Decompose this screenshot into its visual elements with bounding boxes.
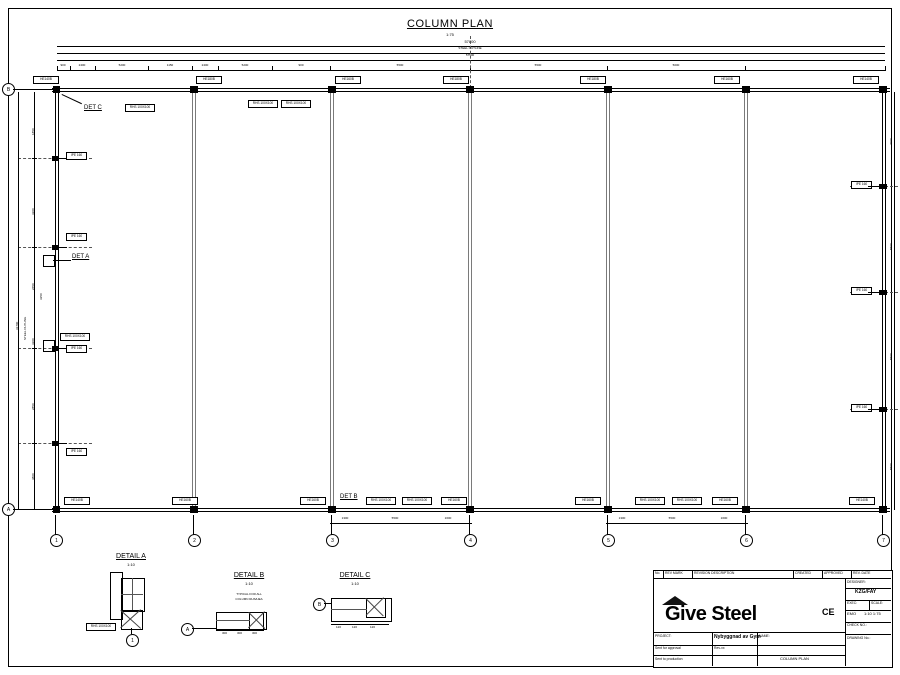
- left-dim-note: STEEL OUTLINE: [23, 316, 27, 340]
- grid-bubble-1[interactable]: 1: [50, 534, 63, 547]
- tag-top-7: HE140B: [853, 76, 879, 84]
- drawing-no-label: DRAWING No.:: [847, 636, 871, 640]
- right-chain-3: 5500: [889, 463, 893, 470]
- column-b1: [53, 86, 60, 93]
- top-dim-overall: 57800: [464, 39, 476, 44]
- rev-header-no: No.: [655, 571, 661, 575]
- brace-tag-top-2: RHS 100X100: [248, 100, 278, 108]
- rev-header-mark: REV MARK: [665, 571, 683, 575]
- bottom-chain-5: 1600: [720, 516, 728, 520]
- grid-bubble-4[interactable]: 4: [464, 534, 477, 547]
- detail-b-scale: 1:10: [245, 581, 253, 586]
- tag-top-6: HE160B: [714, 76, 740, 84]
- sheet-border-right: [891, 8, 892, 666]
- left-chain-2: 2650: [31, 283, 35, 290]
- brace-tag-bottom-1: RHS 100X100: [366, 497, 396, 505]
- right-conn-1: [868, 186, 882, 187]
- column-a2: [190, 506, 198, 513]
- rev-header-date: REV. DATE: [853, 571, 871, 575]
- bottom-chain-1: 5500: [391, 516, 399, 520]
- detail-b-note-l1: TYPICAL FOR ALL: [236, 592, 262, 596]
- sheet-border-left: [8, 8, 9, 666]
- ce-mark: CE: [822, 607, 835, 617]
- left-chain-3: 3250: [39, 293, 43, 300]
- brace-tag-left: RHS 100X100: [60, 333, 90, 341]
- detail-b-dim-0: 300: [222, 631, 228, 635]
- left-chain-0: 1850: [31, 128, 35, 135]
- grid-bubble-5[interactable]: 5: [602, 534, 615, 547]
- rev-header-approved: APPROVED: [824, 571, 843, 575]
- company-logo-text: Give Steel: [665, 603, 757, 625]
- bottom-chain-2: 1600: [444, 516, 452, 520]
- scale-value: 1:10 1:75: [864, 611, 881, 616]
- plan-left-edge-outer: [55, 88, 56, 511]
- left-conn-2: [55, 247, 67, 248]
- tag-bottom-2: HE160B: [172, 497, 198, 505]
- detail-a-note: RHS 100X100: [86, 623, 116, 631]
- grid-bubble-7[interactable]: 7: [877, 534, 890, 547]
- project-value: Nybyggnad av Gym: [714, 634, 761, 640]
- left-chain-1: 3200: [31, 208, 35, 215]
- grid-line-2b: [195, 88, 196, 511]
- detail-b-dim-1: 300: [237, 631, 243, 635]
- tag-bottom-6: HE160B: [712, 497, 738, 505]
- det-a-leader: [53, 260, 71, 261]
- detail-b-marker[interactable]: A: [181, 623, 194, 636]
- column-b3: [328, 86, 336, 93]
- exec-value: EMO: [847, 611, 857, 616]
- left-dim-line-inner: [31, 92, 35, 510]
- callout-det-c: DET C: [84, 105, 102, 111]
- status-line-2: Sent to production: [655, 657, 683, 661]
- tag-top-4: HE180B: [443, 76, 469, 84]
- right-chain-2: 5500: [889, 353, 893, 360]
- beam-tag-left-4: IPE 160: [66, 448, 87, 456]
- top-chain-4: 2400: [201, 63, 209, 67]
- column-a7: [879, 506, 887, 513]
- left-chain-4: 3200: [31, 338, 35, 345]
- bottom-chain-4: 5500: [668, 516, 676, 520]
- beam-tag-left-2: IPE 160: [66, 233, 87, 241]
- column-b7: [879, 86, 887, 93]
- status-date: Rev-xx: [714, 646, 725, 650]
- name-label: NAME:: [759, 634, 770, 638]
- callout-det-a: DET A: [72, 254, 90, 260]
- brace-tag-top-3: RHS 100X100: [281, 100, 311, 108]
- grid-line-5a: [606, 88, 607, 511]
- grid-line-6a: [744, 88, 745, 511]
- designer-label: DESIGNER:: [847, 580, 866, 584]
- top-chain-3: 1150: [166, 63, 174, 67]
- right-conn-3: [868, 409, 882, 410]
- column-b6: [742, 86, 750, 93]
- det-a-marker-box2: [43, 340, 55, 352]
- column-a1: [53, 506, 60, 513]
- plan-right-edge-outer: [882, 88, 883, 511]
- beam-tag-right-3: IPE 160: [851, 404, 872, 412]
- page-title: COLUMN PLAN: [406, 18, 494, 30]
- grid-bubble-2[interactable]: 2: [188, 534, 201, 547]
- scale-label: SCALE:: [871, 601, 884, 605]
- bottom-chain-0: 1300: [341, 516, 349, 520]
- detail-c-scale: 1:10: [351, 581, 359, 586]
- tag-bottom-1: HE140B: [64, 497, 90, 505]
- detail-a-title: DETAIL A: [116, 553, 146, 560]
- grid-line-2a: [192, 88, 193, 511]
- detail-a-plate: [121, 578, 145, 612]
- right-chain-1: 5500: [889, 243, 893, 250]
- beam-tag-left-3: IPE 160: [66, 345, 87, 353]
- bottom-chain-3: 1300: [618, 516, 626, 520]
- top-dim-line-inner: [57, 60, 885, 61]
- detail-b-title: DETAIL B: [233, 572, 265, 579]
- grid-line-4b: [471, 88, 472, 511]
- detail-c-dim-1: 120: [352, 625, 358, 629]
- left-conn-3: [55, 348, 67, 349]
- det-a-marker-box: [43, 255, 55, 267]
- top-chain-5: 5200: [241, 63, 249, 67]
- plan-right-edge-inner: [885, 88, 886, 511]
- detail-a-scale: 1:10: [127, 562, 135, 567]
- top-dim-steel-note: STEEL OUTLINE: [458, 46, 482, 50]
- grid-bubble-3[interactable]: 3: [326, 534, 339, 547]
- brace-tag-bottom-4: RHS 100X100: [672, 497, 702, 505]
- name-value: COLUMN PLAN: [780, 656, 809, 661]
- left-conn-4: [55, 443, 67, 444]
- detail-c-dim-2: 120: [370, 625, 376, 629]
- column-a4: [466, 506, 474, 513]
- brace-tag-bottom-3: RHS 100X100: [635, 497, 665, 505]
- beam-tag-left-1: IPE 160: [66, 152, 87, 160]
- designer-value: KZG/FAY: [855, 589, 877, 595]
- brace-tag-top-1: RHS 100X100: [125, 104, 155, 112]
- exec-label: EXEC:: [847, 601, 858, 605]
- top-dim-chain-line: [57, 70, 885, 71]
- detail-b-dim-2: 300: [252, 631, 258, 635]
- grid-line-5b: [609, 88, 610, 511]
- top-chain-8: 5500: [534, 63, 542, 67]
- title-scale: 1:75: [446, 32, 454, 37]
- grid-bubble-6[interactable]: 6: [740, 534, 753, 547]
- right-conn-2: [868, 292, 882, 293]
- tag-bottom-7: HE140B: [849, 497, 875, 505]
- tag-bottom-5: HE160B: [575, 497, 601, 505]
- column-a3: [328, 506, 336, 513]
- detail-a-marker[interactable]: 1: [126, 634, 139, 647]
- tag-top-3: HE160B: [335, 76, 361, 84]
- detail-c-dim-0: 120: [336, 625, 342, 629]
- tag-bottom-3: HE160B: [300, 497, 326, 505]
- plan-left-edge-inner: [58, 88, 59, 511]
- grid-bubble-a[interactable]: A: [2, 503, 15, 516]
- top-chain-7: 5500: [396, 63, 404, 67]
- column-b2: [190, 86, 198, 93]
- top-chain-2: 5200: [118, 63, 126, 67]
- detail-c-marker[interactable]: B: [313, 598, 326, 611]
- left-conn-1: [55, 158, 67, 159]
- rev-header-desc: REVISION DESCRIPTION: [694, 571, 735, 575]
- status-line-1: Sent for approval: [655, 646, 681, 650]
- left-chain-5: 2850: [31, 403, 35, 410]
- axis-dash-centre: [470, 36, 471, 88]
- right-chain-0: 4900: [889, 138, 893, 145]
- column-a5: [604, 506, 612, 513]
- rev-header-created: CREATED: [795, 571, 811, 575]
- column-b4: [466, 86, 474, 93]
- beam-tag-right-2: IPE 160: [851, 287, 872, 295]
- grid-bubble-b[interactable]: B: [2, 83, 15, 96]
- tag-top-5: HE180B: [580, 76, 606, 84]
- top-chain-0: 900: [60, 63, 66, 67]
- bottom-dim-line-a: [330, 523, 472, 524]
- top-chain-1: 2400: [78, 63, 86, 67]
- grid-line-3b: [333, 88, 334, 511]
- check-label: CHECK NO.:: [847, 623, 867, 627]
- tag-bottom-4: HE160B: [441, 497, 467, 505]
- left-dim-overall: 31700: [15, 321, 19, 330]
- grid-line-4a: [468, 88, 469, 511]
- grid-line-6b: [747, 88, 748, 511]
- right-dim-line: [894, 92, 895, 510]
- detc-leader: [62, 94, 82, 104]
- detail-b-note-l2: COLUMN RHS/HEA: [235, 597, 263, 601]
- top-chain-9: 5000: [672, 63, 680, 67]
- callout-det-b: DET B: [340, 494, 358, 500]
- tag-top-2: HE180B: [196, 76, 222, 84]
- tag-top-1: HE140B: [33, 76, 59, 84]
- sheet-border-top: [8, 8, 892, 9]
- top-chain-6: 900: [298, 63, 304, 67]
- column-b5: [604, 86, 612, 93]
- brace-tag-bottom-2: RHS 100X100: [402, 497, 432, 505]
- column-a6: [742, 506, 750, 513]
- top-dim-inner: 57500: [465, 53, 475, 57]
- grid-line-3a: [330, 88, 331, 511]
- left-chain-6: 3800: [31, 473, 35, 480]
- bottom-dim-line-b: [606, 523, 748, 524]
- detail-c-title: DETAIL C: [339, 572, 371, 579]
- beam-tag-right-1: IPE 160: [851, 181, 872, 189]
- project-label: PROJECT:: [655, 634, 672, 638]
